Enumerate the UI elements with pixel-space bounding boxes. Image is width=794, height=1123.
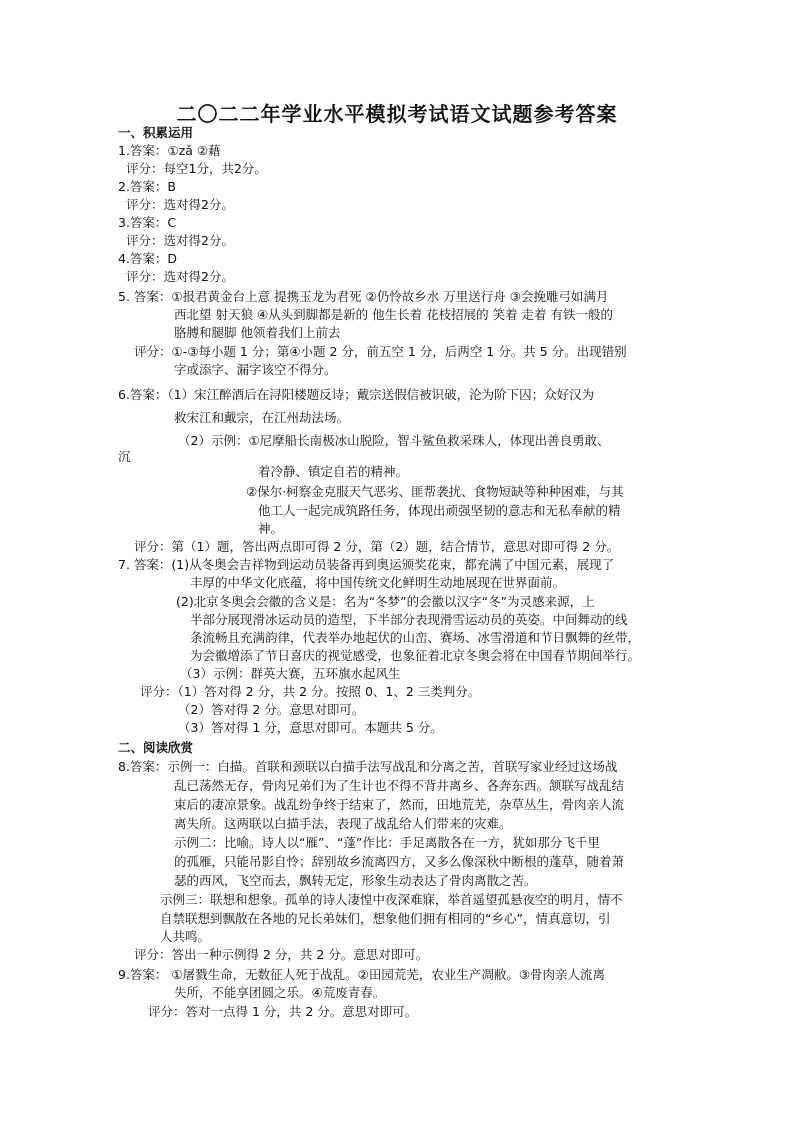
answer-line: 胳膊和腿脚 他领着我们上前去 (174, 325, 341, 340)
answer-line: 失所，不能享团圆之乐。④荒废青春。 (174, 985, 386, 1000)
answer-line: 丰厚的中华文化底蕴，将中国传统文化鲜明生动地展现在世界面前。 (190, 575, 566, 590)
answer-line: 人共鸣。 (160, 929, 211, 944)
answer-line: 救宋江和戴宗，在江州劫法场。 (174, 410, 350, 425)
answer-line: 2.答案：B (118, 179, 177, 194)
answer-line: 束后的凄凉景象。战乱纷争终于结束了，然而，田地荒芜，杂草丛生，骨肉亲人流 (174, 797, 625, 812)
scoring-line: （2）答对得 2 分。意思对即可。 (178, 702, 365, 717)
answer-line: 他工人一起完成筑路任务，体现出顽强坚韧的意志和无私奉献的精 (258, 503, 621, 518)
answer-line: 自禁联想到飘散在各地的兄长弟妹们，想象他们拥有相同的“乡心”，情真意切，引 (160, 911, 611, 926)
answer-line: （2）示例：①尼摩船长南极冰山脱险，智斗鲨鱼救采珠人，体现出善良勇敢、 (178, 433, 610, 448)
answer-line: （3）示例：群英大赛，五环旗水起风生 (180, 666, 401, 681)
answer-line: 为会徽增添了节日喜庆的视觉感受，也象征着北京冬奥会将在中国春节期间举行。 (190, 648, 641, 663)
answer-line: 示例二：比喻。诗人以“雁”、“蓬”作比：手足离散各在一方，犹如那分飞千里 (174, 835, 600, 850)
answer-line: 3.答案：C (118, 215, 177, 230)
answer-line: 西北望 射天狼 ④从头到脚都是新的 他生长着 花枝招展的 笑着 走着 有铁一般的 (174, 307, 614, 322)
scoring-line: 评分：选对得2分。 (126, 233, 234, 248)
answer-line: 6.答案：（1）宋江醉酒后在浔阳楼题反诗；戴宗送假信被识破，沦为阶下囚；众好汉为 (118, 387, 595, 402)
answer-line: 9.答案： ①屠戮生命，无数征人死于战乱。②田园荒芜，农业生产凋敝。③骨肉亲人流离 (118, 967, 606, 982)
scoring-line: 评分：第（1）题，答出两点即可得 2 分，第（2）题，结合情节，意思对即可得 2 分。 (134, 539, 620, 554)
answer-line: 着冷静、镇定自若的精神。 (258, 464, 409, 479)
answer-line: 乱已荡然无存，骨肉兄弟们为了生计也不得不背井离乡、各奔东西。颔联写战乱结 (174, 778, 625, 793)
section-heading: 二、阅读欣赏 (118, 740, 194, 755)
answer-line: 8.答案：示例一：白描。首联和颈联以白描手法写战乱和分离之苦，首联写家业经过这场战 (118, 759, 618, 774)
answer-line: (2)北京冬奥会会徽的含义是：名为“冬梦”的会徽以汉字“冬”为灵感来源，上 (176, 594, 595, 609)
scoring-line: 字或添字、漏字该空不得分。 (174, 362, 337, 377)
answer-line: 4.答案：D (118, 251, 178, 266)
scoring-line: 评分：（1）答对得 2 分，共 2 分。按照 0、1、2 三类判分。 (140, 684, 481, 699)
answer-line: 神。 (258, 521, 284, 536)
scoring-line: 评分：①-③每小题 1 分；第④小题 2 分，前五空 1 分，后两空 1 分。共 5 分。出现错别 (134, 344, 627, 359)
scoring-line: 评分：选对得2分。 (126, 197, 234, 212)
section-heading: 一、积累运用 (118, 125, 194, 140)
answer-line: 7. 答案：(1)从冬奥会吉祥物到运动员装备再到奥运颁奖花束，都充满了中国元素，展现了 (118, 557, 615, 572)
page-title: 二〇二二年学业水平模拟考试语文试题参考答案 (176, 102, 618, 126)
scoring-line: 评分：每空1分，共2分。 (126, 161, 267, 176)
answer-line: 沉 (118, 449, 131, 464)
scoring-line: 评分：答出一种示例得 2 分，共 2 分。意思对即可。 (134, 947, 429, 962)
scoring-line: （3）答对得 1 分，意思对即可。本题共 5 分。 (178, 720, 443, 735)
answer-line: 瑟的西风，飞空而去，飘转无定，形象生动表达了骨肉离散之苦。 (174, 873, 537, 888)
scoring-line: 评分：选对得2分。 (126, 269, 234, 284)
answer-line: 5. 答案：①报君黄金台上意 提携玉龙为君死 ②仍怜故乡水 万里送行舟 ③会挽雕弓如满月 (118, 289, 609, 304)
answer-line: 离失所。这两联以白描手法，表现了战乱给人们带来的灾难。 (174, 816, 512, 831)
answer-line: 条流畅且充满韵律，代表举办地起伏的山峦、赛场、冰雪滑道和节日飘舞的丝带， (190, 630, 641, 645)
answer-line: 1.答案：①zǎ ②藉 (118, 143, 221, 158)
scoring-line: 评分：答对一点得 1 分，共 2 分。意思对即可。 (148, 1004, 418, 1019)
answer-line: 的孤雁，只能吊影自怜；辞别故乡流离四方，又多么像深秋中断根的蓬草，随着萧 (174, 854, 625, 869)
answer-line: 示例三：联想和想象。孤单的诗人凄惶中夜深难寐，举首遥望孤悬夜空的明月，情不 (160, 892, 623, 907)
answer-line: 半部分展现滑冰运动员的造型，下半部分表现滑雪运动员的英姿。中间舞动的线 (190, 612, 628, 627)
answer-line: ②保尔·柯察金克服天气恶劣、匪帮袭扰、食物短缺等种种困难，与其 (246, 484, 624, 499)
